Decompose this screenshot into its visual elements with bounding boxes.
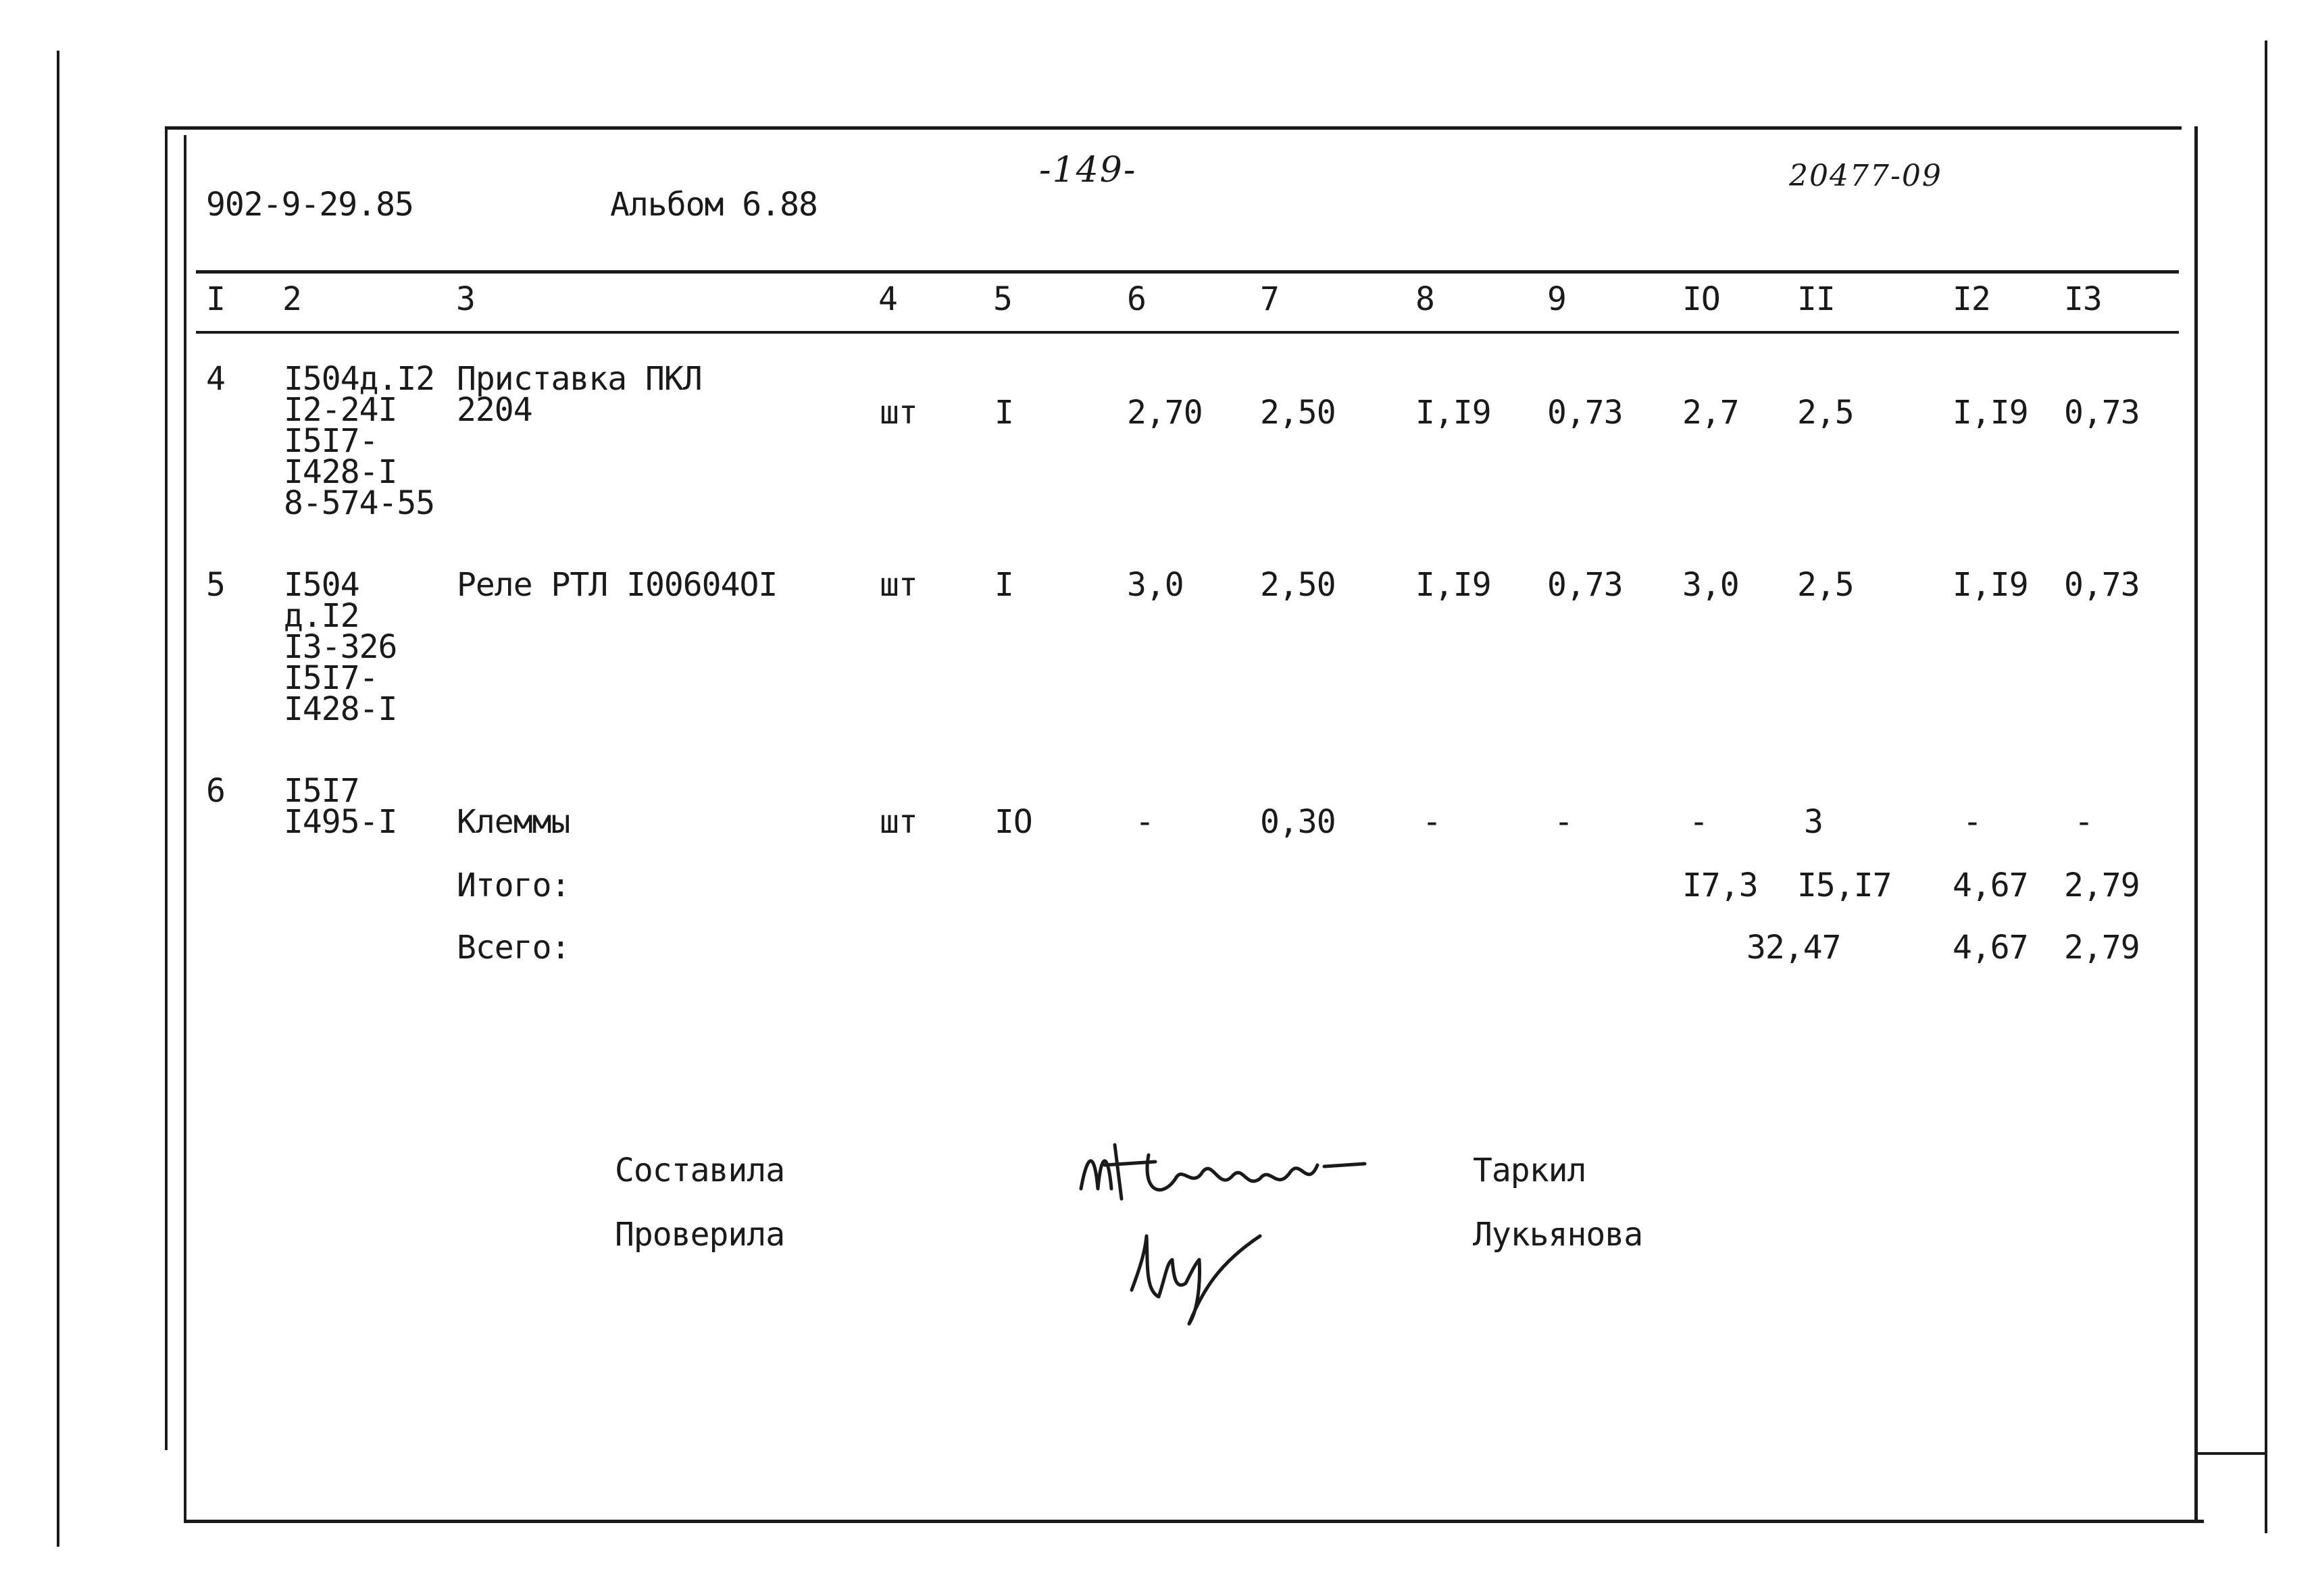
frame-bottom: [184, 1520, 2204, 1523]
row-name: [457, 360, 702, 429]
row-number: 4: [206, 360, 225, 398]
row-number: 6: [206, 772, 225, 810]
column-header: 5: [993, 280, 1012, 318]
name-line: Клеммы: [457, 803, 570, 841]
itogo-col12: 4,67: [1953, 867, 2028, 904]
row-col11: 2,5: [1797, 566, 1854, 604]
row-number: 5: [206, 566, 225, 604]
row-col10: -: [1689, 803, 1708, 841]
row-col8: I,I9: [1415, 566, 1491, 604]
vsego-label: Всего:: [457, 929, 570, 967]
left-margin-line: [57, 51, 59, 1547]
itogo-col11: I5,I7: [1797, 867, 1892, 904]
column-header: I: [206, 280, 225, 318]
row-codes: [284, 772, 397, 841]
header-rule-bottom: [196, 331, 2179, 334]
column-header: 3: [456, 280, 475, 318]
row-col10: 3,0: [1682, 566, 1739, 604]
code-line: I428-I: [284, 453, 397, 491]
row-name: [457, 803, 570, 841]
column-header: I2: [1953, 280, 1990, 318]
sheet-number: 20477-09: [1789, 159, 1942, 193]
row-col12: I,I9: [1953, 566, 2028, 604]
row-col7: 0,30: [1260, 803, 1336, 841]
row-col7: 2,50: [1260, 566, 1336, 604]
code-line: I5I7: [284, 772, 359, 810]
column-header: 2: [282, 280, 301, 318]
column-header: 9: [1547, 280, 1566, 318]
frame-left: [165, 126, 168, 1450]
name-line: Приставка ПКЛ: [457, 360, 702, 398]
row-qty: I: [995, 566, 1013, 604]
column-header: I3: [2064, 280, 2102, 318]
compiled-name: Таркил: [1473, 1152, 1586, 1189]
row-unit: шт: [880, 566, 917, 604]
frame-left-inner: [184, 135, 186, 1523]
document-code: 902-9-29.85: [206, 186, 413, 224]
code-line: I428-I: [284, 690, 397, 728]
checked-name: Лукьянова: [1473, 1216, 1643, 1254]
itogo-col13: 2,79: [2064, 867, 2140, 904]
row-col13: -: [2074, 803, 2093, 841]
name-line: 2204: [457, 391, 532, 429]
column-header: 4: [878, 280, 897, 318]
column-header: II: [1797, 280, 1835, 318]
row-col9: -: [1554, 803, 1573, 841]
row-col6: 2,70: [1127, 394, 1203, 432]
vsego-col10-11: 32,47: [1746, 929, 1841, 967]
row-col7: 2,50: [1260, 394, 1336, 432]
code-line: I5I7-: [284, 659, 378, 697]
row-qty: IO: [995, 803, 1032, 841]
checked-label: Проверила: [615, 1216, 785, 1254]
row-col8: -: [1422, 803, 1441, 841]
row-col13: 0,73: [2064, 394, 2140, 432]
row-col8: I,I9: [1415, 394, 1491, 432]
checked-signature: [1125, 1222, 1274, 1331]
compiled-signature: [1074, 1125, 1372, 1212]
column-header: 6: [1127, 280, 1146, 318]
code-line: I5I7-: [284, 422, 378, 460]
code-line: I504д.I2: [284, 360, 435, 398]
row-col12: I,I9: [1953, 394, 2028, 432]
row-col10: 2,7: [1682, 394, 1739, 432]
row-col6: -: [1135, 803, 1154, 841]
row-unit: шт: [880, 394, 917, 432]
row-col11: 3: [1804, 803, 1823, 841]
album-label: Альбом 6.88: [610, 186, 818, 224]
row-codes: [284, 566, 397, 728]
column-header: 7: [1260, 280, 1279, 318]
code-line: I2-24I: [284, 391, 397, 429]
column-header: IO: [1682, 280, 1720, 318]
code-line: 8-574-55: [284, 484, 435, 522]
code-line: I3-326: [284, 628, 397, 666]
row-codes: [284, 360, 435, 522]
frame-top: [165, 126, 2182, 130]
itogo-label: Итого:: [457, 867, 570, 904]
row-col9: 0,73: [1547, 394, 1623, 432]
header-rule-top: [196, 270, 2179, 274]
row-unit: шт: [880, 803, 917, 841]
row-col11: 2,5: [1797, 394, 1854, 432]
right-margin-line: [2265, 41, 2267, 1533]
stamp-line: [2197, 1452, 2266, 1455]
row-qty: I: [995, 394, 1013, 432]
page-number: -149-: [1039, 150, 1137, 190]
code-line: I495-I: [284, 803, 397, 841]
itogo-col10: I7,3: [1682, 867, 1758, 904]
column-header: 8: [1415, 280, 1434, 318]
code-line: д.I2: [284, 597, 359, 635]
row-col6: 3,0: [1127, 566, 1184, 604]
vsego-col13: 2,79: [2064, 929, 2140, 967]
row-col9: 0,73: [1547, 566, 1623, 604]
row-col13: 0,73: [2064, 566, 2140, 604]
compiled-label: Составила: [615, 1152, 785, 1189]
row-col12: -: [1963, 803, 1982, 841]
row-name: [457, 566, 778, 604]
name-line: Реле РТЛ I00604OI: [457, 566, 778, 604]
code-line: I504: [284, 566, 359, 604]
vsego-col12: 4,67: [1953, 929, 2028, 967]
frame-right: [2194, 126, 2198, 1523]
